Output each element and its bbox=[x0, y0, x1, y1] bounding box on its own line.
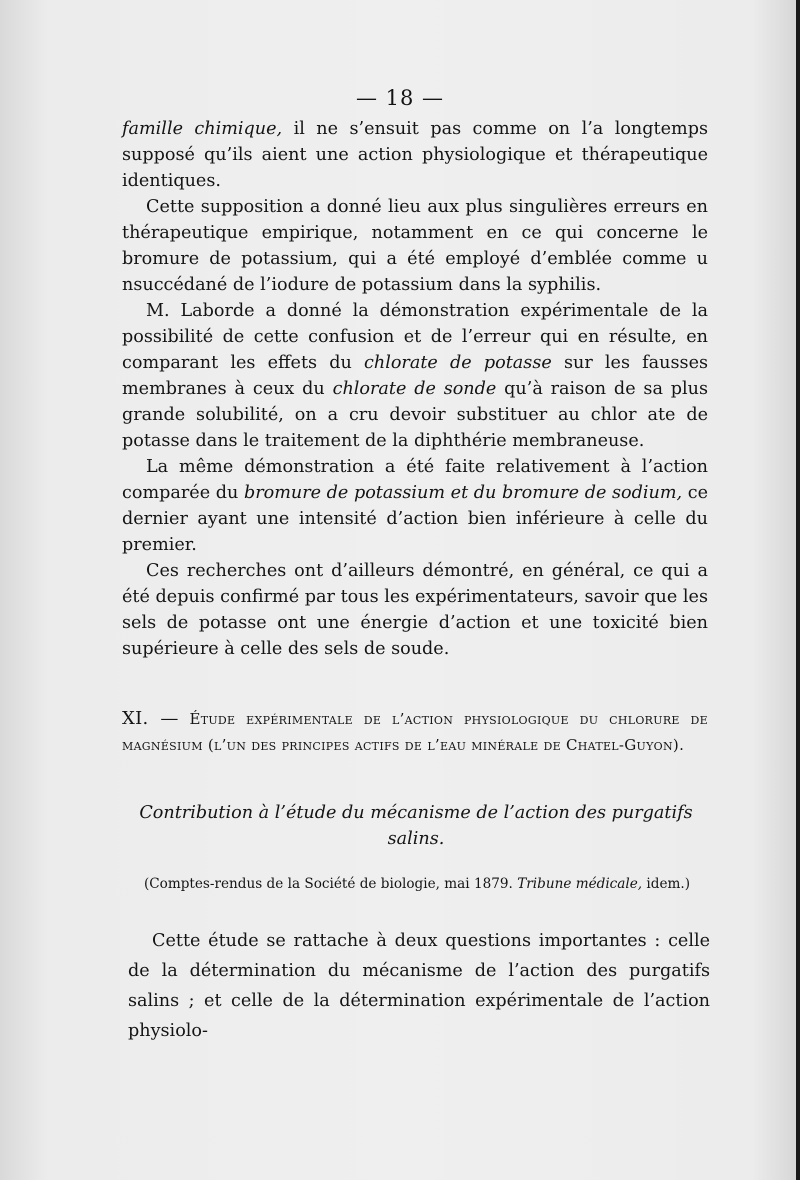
section-title: Étude expérimentale de l’action physiologique du chlorure de magnésium (l’un des principes actifs de l’eau minérale de Chatel-Guyon). bbox=[122, 710, 708, 754]
paragraph-4: La même démonstration a été faite relativement à l’action comparée du bromure de potassium et du bromure de sodium, ce dernier ayant une intensité d’action bien inférieure à celle du premier. bbox=[122, 457, 708, 555]
paragraph-1: famille chimique, il ne s’ensuit pas comme on l’a longtemps supposé qu’ils aient une action physiologique et thérapeutique identiques. bbox=[122, 119, 708, 191]
page-edge-shadow bbox=[796, 0, 800, 1180]
bibliographic-reference: (Comptes-rendus de la Société de biologie, mai 1879. Tribune médicale, idem.) bbox=[143, 876, 691, 892]
closing-text bbox=[128, 926, 710, 1046]
emphasis-chlorate-de-sonde: chlorate de sonde bbox=[332, 379, 497, 399]
emphasis-famille-chimique: famille chimique, bbox=[122, 119, 283, 139]
page-number: — 18 — bbox=[355, 86, 445, 110]
section-heading bbox=[122, 706, 708, 758]
main-text bbox=[122, 116, 708, 662]
paragraph-2: Cette supposition a donné lieu aux plus singulières erreurs en thérapeutique empirique, notamment en ce qui concerne le bromure de potassium, qui a été employé d’emblée comme u nsuccédané de l’iodure de potassium dans la syphilis. bbox=[122, 197, 708, 295]
paragraph-5: Ces recherches ont d’ailleurs démontré, en général, ce qui a été depuis confirmé par tous les expérimentateurs, savoir que les sels de potasse ont une énergie d’action et une toxicité bien supérieure à celle des sels de soude. bbox=[122, 561, 708, 659]
paragraph-3: M. Laborde a donné la démonstration expérimentale de la possibilité de cette confusion et de l’erreur qui en résulte, en comparant les effets du chlorate de potasse sur les fausses membranes à ceux du chlorate de sonde qu’à raison de sa plus grande solubilité, on a cru devoir substituer au chlor ate de potasse dans le traitement de la diphthérie membraneuse. bbox=[122, 301, 709, 451]
emphasis-bromure: bromure de potassium et du bromure de sodium, bbox=[243, 483, 683, 503]
section-number: XI. — bbox=[122, 708, 179, 729]
emphasis-chlorate-de-potasse: chlorate de potasse bbox=[364, 353, 552, 373]
paragraph-6: Cette étude se rattache à deux questions importantes : celle de la détermination du mécanisme de l’action des purgatifs salins ; et celle de la détermination expérimentale de l’action physiolo- bbox=[128, 931, 710, 1041]
section-subtitle: Contribution à l’étude du mécanisme de l’action des purgatifs salins. bbox=[139, 803, 693, 849]
emphasis-tribune-medicale: Tribune médicale, bbox=[517, 876, 643, 892]
